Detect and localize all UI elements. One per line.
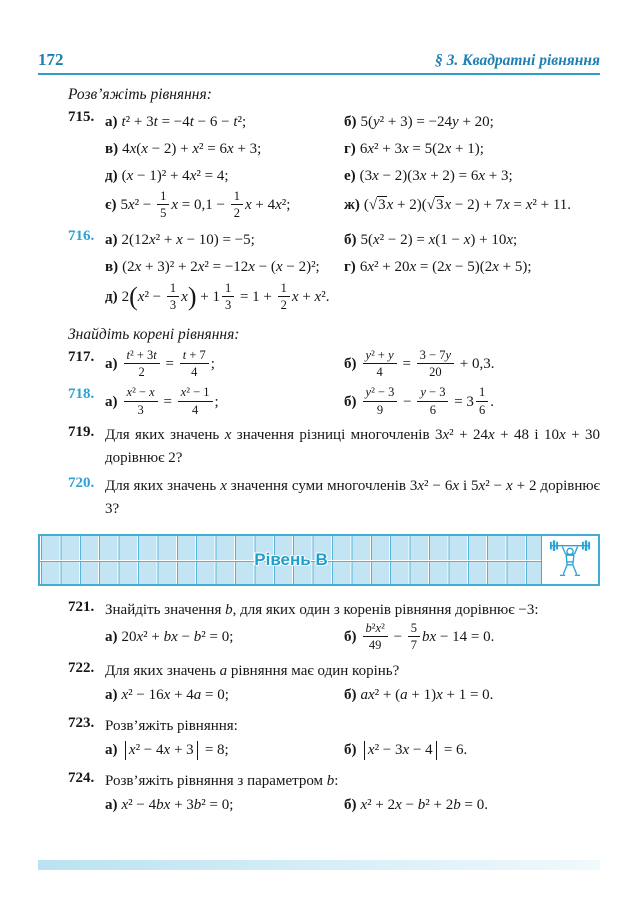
problem-number: 715. <box>68 109 95 125</box>
equation-row <box>105 282 600 314</box>
fraction: $\frac{1}{3}$ <box>167 281 179 313</box>
part-label: б) <box>344 113 357 130</box>
fraction: $\frac{1}{2}$ <box>231 189 243 221</box>
part-label: є) <box>105 197 117 214</box>
part-label: д) <box>105 289 118 306</box>
instruction-text: Розв’яжіть рівняння: <box>68 86 212 103</box>
instruction-text: Знайдіть корені рівняння: <box>68 325 240 343</box>
problem-item <box>38 715 600 765</box>
fraction: $\frac{3 - 7y}{20}$ <box>417 348 454 380</box>
part-label: а) <box>105 629 118 646</box>
problem-number: 723. <box>68 714 95 731</box>
problem-item <box>38 599 600 655</box>
problem-item <box>38 228 600 315</box>
equation: е) (3x − 2)(3x + 2) = 6x + 3; <box>344 167 513 184</box>
fraction: $\frac{1}{5}$ <box>157 189 169 221</box>
problem-statement: Для яких значень x значення суми многочленів 3x² − 6x і 5x² − x + 2 дорівнює 3? <box>105 478 600 517</box>
footer-decoration-bar <box>38 860 600 870</box>
problem-number: 716. <box>68 227 95 244</box>
equation: б) 5(y² + 3) = −24y + 20; <box>344 113 494 130</box>
problem-statement: Знайдіть значення b, для яких один з коренів рівняння дорівнює −3: <box>105 602 539 618</box>
equation: б) x² − 3x − 4 = 6. <box>344 741 600 760</box>
equation: а) 2(12x² + x − 10) = −5; <box>105 232 255 249</box>
part-label: в) <box>105 140 119 157</box>
equation: є) 5x² − $\frac{1}{5}$ x = 0,1 − $\frac{1}{2}$ x + 4x²; <box>105 189 291 221</box>
problem-statement: Для яких значень a рівняння має один корінь? <box>105 662 400 679</box>
part-label: а) <box>105 687 118 704</box>
part-label: в) <box>105 259 119 276</box>
equation: а) $\frac{\text{x² − x}}{3}$ = $\frac{\text{x² − 1}}{4}$ ; <box>105 385 219 417</box>
equation-row <box>105 255 600 281</box>
problem-item <box>38 660 600 710</box>
fraction: $\frac{\text{x² − x}}{3}$ <box>124 385 158 417</box>
part-label: б) <box>344 355 357 372</box>
equation: б) x² + 2x − b² + 2b = 0. <box>344 797 488 814</box>
fraction: $\frac{y - 3}{6}$ <box>417 385 448 417</box>
equation-row <box>105 349 600 381</box>
equation-row <box>105 109 600 135</box>
big-paren: ) <box>187 282 197 312</box>
abs-value-bar <box>364 741 365 760</box>
equation: б) $\frac{\text{b²x²}}{49}$ − $\frac{5}{7}$ bx − 14 = 0. <box>344 621 495 653</box>
problem-statement: Розв’яжіть рівняння: <box>105 717 238 734</box>
part-label: г) <box>344 140 356 157</box>
abs-value-bar <box>436 741 437 760</box>
abs-value-bar <box>125 741 126 760</box>
fraction: $\frac{1}{6}$ <box>476 385 488 417</box>
part-label: г) <box>344 259 356 276</box>
equation-row <box>105 793 600 819</box>
part-label: а) <box>105 393 118 410</box>
part-label: а) <box>105 355 118 372</box>
equation: б) $\frac{\text{y² + y}}{4}$ = $\frac{3 - 7y}{20}$ + 0,3. <box>344 347 495 379</box>
problem-number: 717. <box>68 348 95 365</box>
problem-number: 718. <box>68 386 95 403</box>
part-label: б) <box>344 742 357 759</box>
problem-number: 722. <box>68 659 95 676</box>
part-label: ж) <box>344 197 360 214</box>
problem-statement: Для яких значень x значення різниці многочленів 3x² + 24x + 48 і 10x + 30 дорівнює 2? <box>105 427 600 466</box>
equation-row <box>105 683 600 709</box>
fraction: $\frac{1}{3}$ <box>222 281 234 313</box>
sqrt-sign: √3 <box>368 197 386 214</box>
equation-row <box>105 622 600 654</box>
equation-row <box>105 190 600 222</box>
equation: а) t² + 3t = −4t − 6 − t²; <box>105 113 247 130</box>
equation: а) x² − 4bx + 3b² = 0; <box>105 797 234 814</box>
part-label: д) <box>105 167 118 184</box>
part-label: а) <box>105 797 118 814</box>
problem-number: 724. <box>68 769 95 786</box>
level-banner-label: Рівень В <box>254 550 328 569</box>
exercises-list <box>38 86 600 820</box>
fraction: $\frac{\text{x² − 1}}{4}$ <box>178 385 213 417</box>
part-label: б) <box>344 393 357 410</box>
equation: г) 6x² + 3x = 5(2x + 1); <box>344 140 484 157</box>
problem-number: 721. <box>68 599 95 615</box>
equation-row <box>105 738 600 764</box>
part-label: е) <box>344 167 356 184</box>
equation-row <box>105 163 600 189</box>
problem-number: 720. <box>68 475 95 491</box>
fraction: $\frac{\text{b²x²}}{49}$ <box>363 621 388 653</box>
problem-number: 719. <box>68 424 95 440</box>
equation: г) 6x² + 20x = (2x − 5)(2x + 5); <box>344 259 532 276</box>
equation-row <box>105 228 600 254</box>
equation-row <box>105 386 600 418</box>
weightlifter-icon <box>541 536 598 584</box>
problem-item <box>38 386 600 419</box>
equation: а) $\frac{\text{t² + 3t}}{2}$ = $\frac{t + 7}{4}$ ; <box>105 347 215 379</box>
fraction: $\frac{5}{7}$ <box>408 621 420 653</box>
part-label: б) <box>344 629 357 646</box>
fraction: $\frac{\text{y² − 3}}{9}$ <box>363 385 398 417</box>
part-label: а) <box>105 113 118 130</box>
abs-value-bar <box>197 741 198 760</box>
big-paren: ( <box>129 282 138 312</box>
fraction: $\frac{t + 7}{4}$ <box>180 348 209 380</box>
equation: а) x² − 4x + 3 = 8; <box>105 741 344 760</box>
equation: б) 5(x² − 2) = x(1 − x) + 10x; <box>344 232 518 249</box>
sqrt-sign: √3 <box>426 197 444 214</box>
part-label: а) <box>105 232 118 249</box>
page-number: 172 <box>38 50 64 69</box>
problem-item <box>38 109 600 223</box>
page-header <box>38 50 600 75</box>
equation: в) 4x(x − 2) + x² = 6x + 3; <box>105 140 262 157</box>
problem-item <box>38 475 600 521</box>
part-label: б) <box>344 232 357 249</box>
fraction: $\frac{\text{y² + y}}{4}$ <box>363 348 397 380</box>
problem-item <box>38 424 600 470</box>
equation: а) x² − 16x + 4a = 0; <box>105 687 229 704</box>
equation: в) (2x + 3)² + 2x² = −12x − (x − 2)²; <box>105 259 320 276</box>
part-label: а) <box>105 742 118 759</box>
problem-item <box>38 770 600 820</box>
equation: д) 2(x² − $\frac{1}{3}$ x) + 1 $\frac{1}{3}$ = 1 + $\frac{1}{2}$ x + x². <box>105 280 330 313</box>
equation: б) $\frac{\text{y² − 3}}{9}$ − $\frac{y - 3}{6}$ = 3 $\frac{1}{6}$ . <box>344 385 494 417</box>
chapter-title: § 3. Квадратні рівняння <box>434 52 600 69</box>
part-label: б) <box>344 797 357 814</box>
fraction: $\frac{1}{2}$ <box>278 281 290 313</box>
equation: а) 20x² + bx − b² = 0; <box>105 629 234 646</box>
fraction: $\frac{\text{t² + 3t}}{2}$ <box>124 348 160 380</box>
equation: д) (x − 1)² + 4x² = 4; <box>105 167 229 184</box>
equation: б) ax² + (a + 1)x + 1 = 0. <box>344 687 494 704</box>
level-banner <box>38 534 600 586</box>
part-label: б) <box>344 687 357 704</box>
problem-item <box>38 349 600 382</box>
problem-statement: Розв’яжіть рівняння з параметром b: <box>105 772 339 789</box>
equation: ж) (√3x + 2)(√3x − 2) + 7x = x² + 11. <box>344 197 572 214</box>
equation-row <box>105 136 600 162</box>
